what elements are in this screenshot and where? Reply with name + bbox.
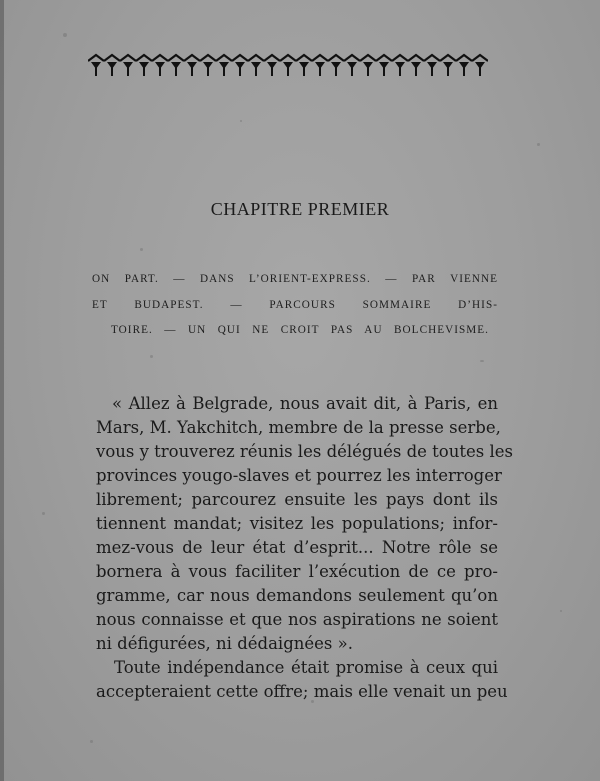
arrow-motif (104, 55, 120, 76)
body-line: gramme, car nous demandons seulement qu’on (96, 586, 498, 605)
arrow-motif (424, 55, 440, 76)
arrow-motif (296, 55, 312, 76)
arrow-motif (152, 55, 168, 76)
arrow-motif (392, 55, 408, 76)
body-line: accepteraient cette offre; mais elle venait un peu (96, 682, 508, 701)
body-line: Mars, M. Yakchitch, membre de la presse serbe, (96, 418, 501, 437)
arrow-motif (360, 55, 376, 76)
arrow-motif (120, 55, 136, 76)
body-line: « Allez à Belgrade, nous avait dit, à Paris, en (112, 394, 498, 413)
body-line: Toute indépendance était promise à ceux qui (114, 658, 498, 677)
chapter-title: CHAPITRE PREMIER (210, 199, 390, 219)
arrow-motif (200, 55, 216, 76)
body-line: nous connaisse et que nos aspirations ne soient (96, 610, 498, 629)
arrow-motif (88, 55, 104, 76)
body-line: librement; parcourez ensuite les pays dont ils (96, 490, 498, 509)
arrow-motif (376, 55, 392, 76)
arrow-motif (312, 55, 328, 76)
body-line: vous y trouverez réunis les délégués de toutes les (96, 442, 513, 461)
arrow-motif (168, 55, 184, 76)
chapter-summary-line-2: ET BUDAPEST. — PARCOURS SOMMAIRE D’HIS- (92, 299, 498, 311)
body-line: ni défigurées, ni dédaignées ». (96, 634, 353, 653)
arrow-motif (472, 55, 488, 76)
arrow-motif (216, 55, 232, 76)
chapter-summary-line-1: ON PART. — DANS L’ORIENT-EXPRESS. — PAR VIENNE (92, 273, 498, 285)
body-line: mez-vous de leur état d’esprit... Notre rôle se (96, 538, 498, 557)
arrow-motif (408, 55, 424, 76)
body-line: tiennent mandat; visitez les populations; infor- (96, 514, 498, 533)
arrow-motif (440, 55, 456, 76)
page-edge-shadow (0, 0, 4, 781)
arrow-motif (184, 55, 200, 76)
arrow-frieze-icon (88, 52, 488, 78)
arrow-motif (344, 55, 360, 76)
body-line: bornera à vous faciliter l’exécution de ce pro- (96, 562, 498, 581)
arrow-motif (232, 55, 248, 76)
chapter-summary-line-3: TOIRE. — UN QUI NE CROIT PAS AU BOLCHEVISME. (111, 324, 489, 336)
arrow-motif (248, 55, 264, 76)
arrow-motif (264, 55, 280, 76)
arrow-motif (328, 55, 344, 76)
body-line: provinces yougo-slaves et pourrez les interroger (96, 466, 502, 485)
arrow-motif (456, 55, 472, 76)
arrow-motif (280, 55, 296, 76)
arrow-motif (136, 55, 152, 76)
